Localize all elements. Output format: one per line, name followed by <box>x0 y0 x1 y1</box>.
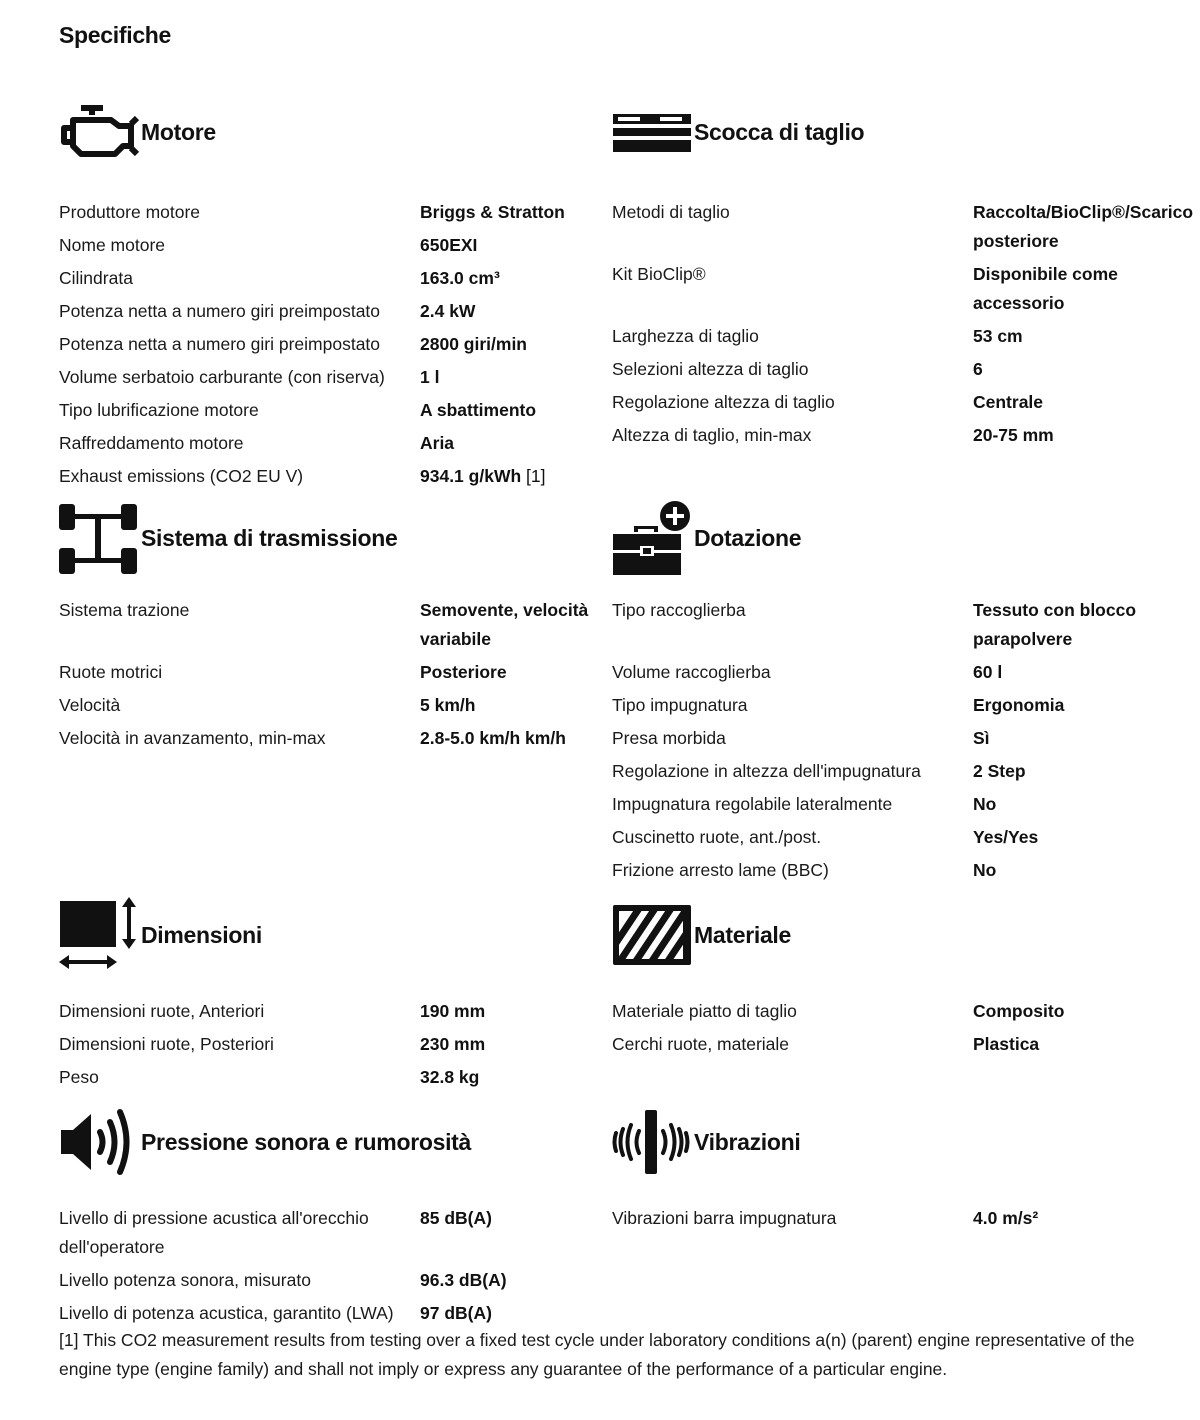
spec-row <box>612 823 1152 856</box>
spec-row <box>612 757 1152 790</box>
spec-row <box>612 322 1152 355</box>
spec-label: Dimensioni ruote, Anteriori <box>59 1001 265 1021</box>
spec-value: 934.1 g/kWh <box>420 466 522 486</box>
spec-label: Volume serbatoio carburante (con riserva) <box>59 367 385 387</box>
spec-label: Ruote motrici <box>59 662 163 682</box>
engine-icon <box>59 91 141 173</box>
spec-row <box>612 1030 1152 1063</box>
spec-value: 650EXI <box>420 235 478 255</box>
spec-row <box>59 596 599 658</box>
spec-label: Cerchi ruote, materiale <box>612 1034 790 1054</box>
spec-value: Plastica <box>973 1034 1040 1054</box>
section-dotazione <box>612 496 1152 889</box>
section-header <box>59 496 599 580</box>
spec-value: 1 l <box>420 367 440 387</box>
spec-row <box>59 1063 599 1096</box>
spec-value: No <box>973 860 997 880</box>
spec-list <box>612 596 1152 889</box>
spec-row <box>612 790 1152 823</box>
section-header <box>612 893 1152 977</box>
spec-value-group <box>420 462 599 491</box>
spec-label: Vibrazioni barra impugnatura <box>612 1208 837 1228</box>
cutting-deck-icon <box>612 91 694 173</box>
section-title: Motore <box>141 118 216 145</box>
spec-row <box>59 297 599 330</box>
spec-value: 96.3 dB(A) <box>420 1270 507 1290</box>
spec-row <box>612 724 1152 757</box>
spec-row <box>59 264 599 297</box>
spec-list <box>612 198 1194 454</box>
section-title: Sistema di trasmissione <box>141 524 398 551</box>
spec-label: Potenza netta a numero giri preimpostato <box>59 301 381 321</box>
spec-value: Disponibile come accessorio <box>973 264 1118 313</box>
spec-label: Nome motore <box>59 235 166 255</box>
spec-row <box>612 658 1152 691</box>
spec-value: 4.0 m/s² <box>973 1208 1039 1228</box>
spec-label: Kit BioClip® <box>612 264 706 284</box>
section-header <box>59 1100 599 1184</box>
spec-label: Livello potenza sonora, misurato <box>59 1270 311 1290</box>
spec-row <box>59 1266 599 1299</box>
spec-row <box>59 363 599 396</box>
section-pressione-sonora <box>59 1100 599 1332</box>
spec-row <box>612 388 1152 421</box>
spec-label: Velocità in avanzamento, min-max <box>59 728 326 748</box>
spec-label: Livello di potenza acustica, garantito (LWA) <box>59 1303 394 1323</box>
spec-value: 230 mm <box>420 1034 486 1054</box>
spec-value: 20-75 mm <box>973 425 1054 445</box>
spec-row <box>59 330 599 363</box>
spec-label: Cuscinetto ruote, ant./post. <box>612 827 822 847</box>
vibration-icon <box>612 1101 694 1183</box>
spec-value: Briggs & Stratton <box>420 202 565 222</box>
spec-value: Centrale <box>973 392 1044 412</box>
spec-row <box>612 421 1152 454</box>
spec-label: Exhaust emissions (CO2 EU V) <box>59 466 304 486</box>
section-title: Vibrazioni <box>694 1128 801 1155</box>
spec-row <box>59 1204 599 1266</box>
spec-value: A sbattimento <box>420 400 537 420</box>
spec-row <box>612 596 1152 658</box>
spec-value: Raccolta/BioClip®/Scarico posteriore <box>973 202 1194 251</box>
spec-value: Composito <box>973 1001 1065 1021</box>
spec-list <box>612 1204 1152 1237</box>
spec-row <box>612 198 1194 260</box>
speaker-icon <box>59 1101 141 1183</box>
spec-label: Livello di pressione acustica all'orecchio dell'operatore <box>59 1208 369 1257</box>
spec-value: Posteriore <box>420 662 507 682</box>
spec-value: 60 l <box>973 662 1003 682</box>
spec-row <box>59 724 599 757</box>
spec-row <box>59 396 599 429</box>
section-title: Dotazione <box>694 524 802 551</box>
page-title: Specifiche <box>59 22 172 48</box>
section-header <box>59 90 599 174</box>
spec-label: Materiale piatto di taglio <box>612 1001 797 1021</box>
spec-value: 85 dB(A) <box>420 1208 492 1228</box>
spec-value: 97 dB(A) <box>420 1303 492 1323</box>
spec-label: Frizione arresto lame (BBC) <box>612 860 829 880</box>
spec-value: No <box>973 794 997 814</box>
section-motore <box>59 90 599 495</box>
spec-label: Cilindrata <box>59 268 133 288</box>
spec-label: Larghezza di taglio <box>612 326 759 346</box>
spec-value: Yes/Yes <box>973 827 1039 847</box>
section-materiale <box>612 893 1152 1063</box>
spec-label: Regolazione altezza di taglio <box>612 392 835 412</box>
section-scocca-di-taglio <box>612 90 1194 454</box>
spec-value: 2800 giri/min <box>420 334 527 354</box>
spec-label: Presa morbida <box>612 728 726 748</box>
spec-label: Impugnatura regolabile lateralmente <box>612 794 893 814</box>
spec-label: Velocità <box>59 695 121 715</box>
spec-row <box>59 231 599 264</box>
section-sistema-di-trasmissione <box>59 496 599 757</box>
spec-value: 190 mm <box>420 1001 486 1021</box>
section-header <box>612 1100 1152 1184</box>
footnote-ref: [1] <box>521 466 546 486</box>
spec-row <box>612 856 1152 889</box>
spec-row <box>59 1030 599 1063</box>
spec-value: Sì <box>973 728 990 748</box>
spec-label: Tipo lubrificazione motore <box>59 400 259 420</box>
toolbox-plus-icon <box>612 497 694 579</box>
spec-label: Produttore motore <box>59 202 201 222</box>
spec-row <box>612 1204 1152 1237</box>
spec-row <box>59 997 599 1030</box>
spec-value: 2 Step <box>973 761 1026 781</box>
spec-list <box>612 997 1152 1063</box>
section-header <box>612 496 1152 580</box>
spec-value: 32.8 kg <box>420 1067 480 1087</box>
spec-value: Tessuto con blocco parapolvere <box>973 600 1137 649</box>
spec-list <box>59 198 599 495</box>
section-header <box>612 90 1152 174</box>
spec-row <box>59 462 599 495</box>
dimensions-icon <box>59 894 141 976</box>
spec-label: Peso <box>59 1067 99 1087</box>
spec-row <box>59 691 599 724</box>
spec-label: Metodi di taglio <box>612 202 730 222</box>
spec-value: 5 km/h <box>420 695 476 715</box>
spec-list <box>59 1204 599 1332</box>
spec-row <box>612 691 1152 724</box>
spec-label: Volume raccoglierba <box>612 662 771 682</box>
spec-row <box>59 429 599 462</box>
spec-value: 53 cm <box>973 326 1023 346</box>
spec-label: Regolazione in altezza dell'impugnatura <box>612 761 921 781</box>
spec-row <box>59 198 599 231</box>
section-title: Materiale <box>694 921 792 948</box>
spec-value: 2.4 kW <box>420 301 476 321</box>
spec-row <box>59 658 599 691</box>
spec-row <box>612 260 1152 322</box>
spec-value: 163.0 cm³ <box>420 268 500 288</box>
spec-label: Tipo impugnatura <box>612 695 748 715</box>
footnote: [1] This CO2 measurement results from testing over a fixed test cycle under laboratory conditions a(n) (parent) engine representative of the engine type (engine family) and shall not imply or express any guarantee of the performance of a particular engine. <box>59 1330 1135 1379</box>
section-header <box>59 893 599 977</box>
spec-label: Selezioni altezza di taglio <box>612 359 809 379</box>
spec-label: Raffreddamento motore <box>59 433 244 453</box>
spec-value: 6 <box>973 359 983 379</box>
section-vibrazioni <box>612 1100 1152 1237</box>
spec-list <box>59 997 599 1096</box>
spec-label: Potenza netta a numero giri preimpostato <box>59 334 381 354</box>
spec-label: Altezza di taglio, min-max <box>612 425 812 445</box>
spec-row <box>612 355 1152 388</box>
spec-label: Dimensioni ruote, Posteriori <box>59 1034 274 1054</box>
spec-label: Sistema trazione <box>59 600 190 620</box>
material-icon <box>612 894 694 976</box>
spec-value: Aria <box>420 433 455 453</box>
spec-label: Tipo raccoglierba <box>612 600 746 620</box>
spec-list <box>59 596 599 757</box>
drivetrain-icon <box>59 497 141 579</box>
spec-row <box>612 997 1152 1030</box>
spec-value: Semovente, velocità variabile <box>420 600 589 649</box>
section-dimensioni <box>59 893 599 1096</box>
section-title: Dimensioni <box>141 921 262 948</box>
section-title: Scocca di taglio <box>694 118 865 145</box>
spec-value: Ergonomia <box>973 695 1065 715</box>
spec-value: 2.8-5.0 km/h km/h <box>420 728 566 748</box>
section-title: Pressione sonora e rumorosità <box>141 1128 472 1155</box>
